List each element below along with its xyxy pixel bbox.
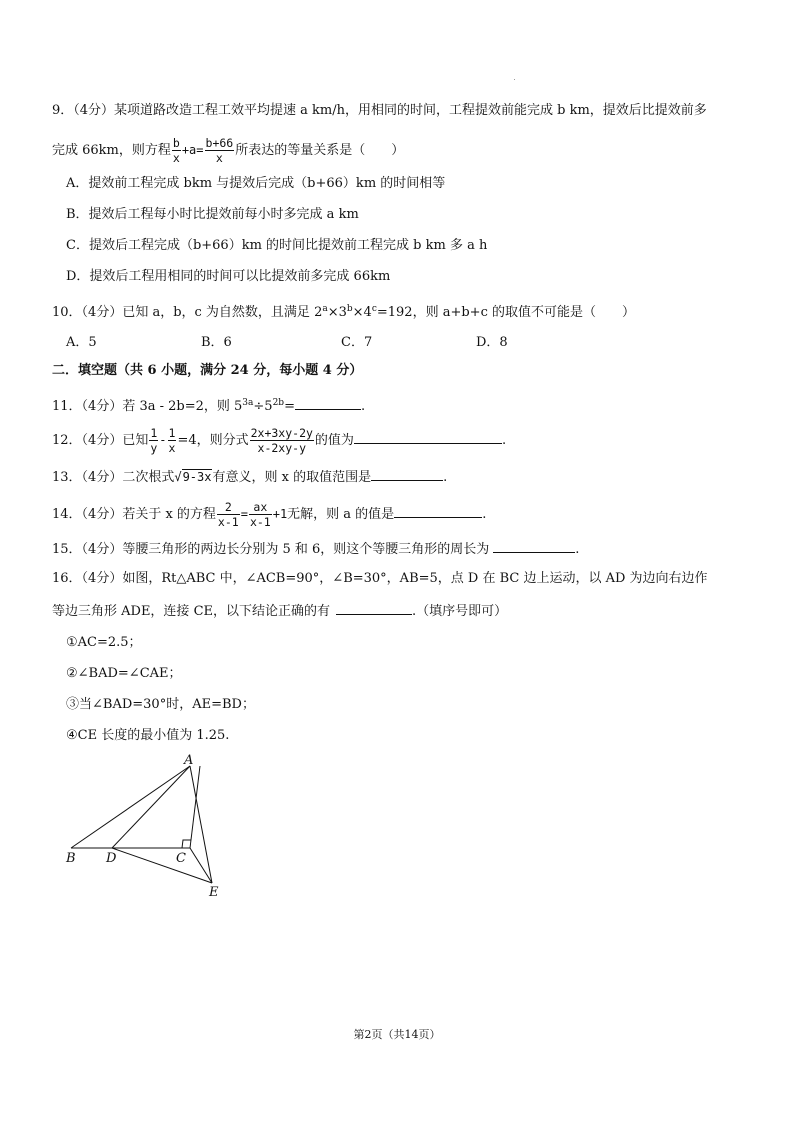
q16-statement-3: ③当∠BAD=30°时，AE=BD； <box>66 697 255 712</box>
stray-mark <box>514 79 515 80</box>
frac-denominator: x <box>215 151 223 165</box>
frac-numerator: 1 <box>168 426 176 440</box>
label-a: A <box>184 753 194 768</box>
exponent: b <box>346 304 353 314</box>
q14-stem <box>52 500 486 529</box>
label-e: E <box>209 885 219 900</box>
equals-sign: = <box>240 507 248 521</box>
q15-text: . <box>575 542 580 557</box>
label-b: B <box>66 851 76 866</box>
answer-blank[interactable] <box>295 396 361 410</box>
q10-option-a: A．5 <box>66 335 97 350</box>
q14-fraction-ax-over-x-1 <box>249 500 272 529</box>
minus-sign: - <box>159 433 167 447</box>
frac-numerator: b <box>172 136 180 150</box>
q12-stem <box>52 426 506 455</box>
q9-stem-line1: 9．（4分）某项道路改造工程工效平均提速 a km/h，用相同的时间，工程提效前能完成 b km，提效后比提效前多 <box>52 103 707 118</box>
frac-denominator: x <box>172 151 180 165</box>
frac-numerator: 2x+3xy-2y <box>250 426 313 440</box>
frac-numerator: 2 <box>217 500 240 515</box>
q10-option-c: C．7 <box>341 335 373 350</box>
q11-text: ÷5 <box>253 399 273 414</box>
label-d: D <box>106 851 117 866</box>
q15-text: 15．（4分）等腰三角形的两边长分别为 5 和 6，则这个等腰三角形的周长为 <box>52 542 490 557</box>
q12-text: 12．（4分）已知 <box>52 433 149 448</box>
sqrt-sign-icon: √ <box>174 470 182 484</box>
exponent: 2b <box>272 398 285 408</box>
page-footer: 第2页（共14页） <box>353 1028 441 1041</box>
answer-blank[interactable] <box>371 467 443 481</box>
frac-denominator: x-1 <box>217 515 239 529</box>
frac-denominator: x-2xy-y <box>257 441 306 455</box>
q9-option-a: A．提效前工程完成 bkm 与提效后完成（b+66）km 的时间相等 <box>66 176 446 191</box>
q9-plus-a: +a= <box>181 143 204 157</box>
segment-ba <box>71 766 190 848</box>
q13-text: 13．（4分）二次根式 <box>52 470 175 485</box>
q15-stem <box>52 539 579 559</box>
q11-text: = <box>284 399 295 414</box>
q14-text: 14．（4分）若关于 x 的方程 <box>52 507 216 522</box>
q9-option-c: C．提效后工程完成（b+66）km 的时间比提效前工程完成 b km 多 a h <box>66 238 488 253</box>
q9-option-d: D．提效后工程用相同的时间可以比提效前多完成 66km <box>66 269 391 284</box>
radicand: 9-3x <box>182 470 212 484</box>
q10-text: =192，则 a+b+c 的取值不可能是（ ） <box>376 305 635 320</box>
q12-fraction-expression <box>250 426 314 455</box>
segment-de <box>112 848 212 883</box>
q16-statement-4: ④CE 长度的最小值为 1.25. <box>66 728 230 743</box>
q14-text: . <box>482 507 487 522</box>
q10-option-d: D．8 <box>476 335 508 350</box>
q16-text: .（填序号即可） <box>412 604 508 619</box>
label-c: C <box>176 851 186 866</box>
q11-stem <box>52 394 365 416</box>
q13-stem <box>52 467 447 487</box>
q16-stem-line1: 16．（4分）如图，Rt△ABC 中，∠ACB=90°，∠B=30°，AB=5，点 D 在 BC 边上运动，以 AD 为边向右边作 <box>52 571 708 586</box>
q12-text: 的值为 <box>314 433 354 448</box>
q9-stem-text: 完成 66km，则方程 <box>52 143 171 158</box>
q14-fraction-2-over-x-1 <box>217 500 240 529</box>
answer-blank[interactable] <box>354 430 502 444</box>
q16-statement-2: ②∠BAD=∠CAE； <box>66 666 182 681</box>
frac-numerator: 1 <box>150 426 158 440</box>
q16-stem-line2 <box>52 601 507 621</box>
triangle-figure <box>60 750 240 900</box>
q16-text: 等边三角形 ADE，连接 CE，以下结论正确的有 <box>52 604 331 619</box>
exponent: a <box>322 304 328 314</box>
q9-fraction-b-over-x <box>172 136 181 165</box>
frac-denominator: x-1 <box>249 515 271 529</box>
q12-fraction-1-over-y <box>149 426 158 455</box>
q9-stem-tail: 所表达的等量关系是（ ） <box>235 143 405 158</box>
answer-blank[interactable] <box>493 539 575 553</box>
answer-blank[interactable] <box>394 504 482 518</box>
q9-option-b: B．提效后工程每小时比提效前每小时多完成 a km <box>66 207 359 222</box>
frac-denominator: x <box>168 441 176 455</box>
q10-text: 10．（4分）已知 a，b，c 为自然数，且满足 2 <box>52 305 323 320</box>
q9-stem-line2 <box>52 136 404 165</box>
q13-text: 有意义，则 x 的取值范围是 <box>212 470 372 485</box>
section-heading: 二．填空题（共 6 小题，满分 24 分，每小题 4 分） <box>52 363 363 378</box>
answer-blank[interactable] <box>336 601 412 615</box>
q10-text: ×4 <box>352 305 372 320</box>
q12-text: . <box>501 433 507 448</box>
q12-text: =4，则分式 <box>177 433 249 448</box>
q11-text: 11．（4分）若 3a - 2b=2，则 5 <box>52 399 243 414</box>
q10-text: ×3 <box>327 305 347 320</box>
plus-one: +1 <box>272 507 288 521</box>
q14-text: 无解，则 a 的值是 <box>287 507 395 522</box>
q11-text: . <box>360 399 366 414</box>
q9-fraction-b66-over-x <box>205 136 235 165</box>
q13-text: . <box>443 470 448 485</box>
exponent: 3a <box>242 398 254 408</box>
frac-numerator: b+66 <box>205 136 234 150</box>
exponent: c <box>371 304 377 314</box>
q10-stem <box>52 300 635 322</box>
q10-option-b: B．6 <box>201 335 232 350</box>
q16-statement-1: ①AC=2.5； <box>66 635 142 650</box>
frac-numerator: ax <box>249 500 272 515</box>
q12-fraction-1-over-x <box>168 426 177 455</box>
segment-da <box>112 766 190 848</box>
segment-ca <box>190 766 200 848</box>
frac-denominator: y <box>150 441 158 455</box>
